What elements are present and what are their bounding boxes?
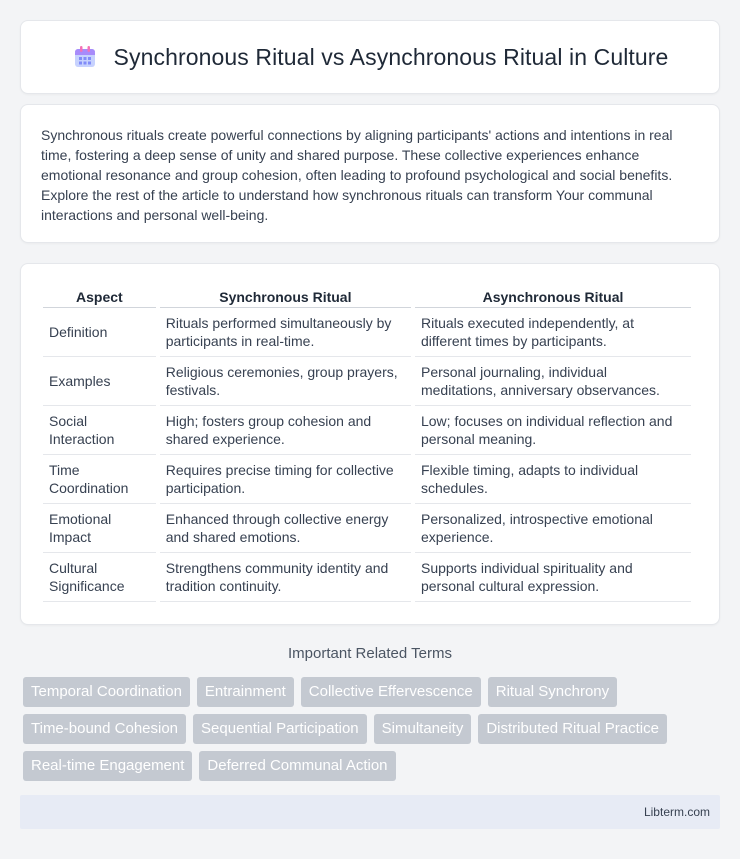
header-synchronous: Synchronous Ritual [160,286,411,308]
footer [20,795,720,829]
footer-brand-link[interactable]: Libterm.com [643,805,710,819]
row-aspect: Examples [43,357,156,406]
row-aspect: Cultural Significance [43,553,156,602]
table-row [43,553,691,602]
page-title: Synchronous Ritual vs Asynchronous Ritual in Culture [113,43,669,70]
term-tag[interactable]: Time-bound Cohesion [23,714,186,744]
row-synchronous: Rituals performed simultaneously by participants in real-time. [160,308,411,357]
table-header-row [43,286,691,308]
term-tag[interactable]: Entrainment [197,677,294,707]
row-synchronous: Strengthens community identity and tradition continuity. [160,553,411,602]
header-card [20,20,720,94]
row-asynchronous: Personalized, introspective emotional experience. [415,504,691,553]
row-asynchronous: Flexible timing, adapts to individual schedules. [415,455,691,504]
row-asynchronous: Rituals executed independently, at different times by participants. [415,308,691,357]
intro-card [20,104,720,243]
table-row [43,406,691,455]
term-tag[interactable]: Simultaneity [374,714,472,744]
comparison-table-card [20,263,720,625]
row-asynchronous: Supports individual spirituality and personal cultural expression. [415,553,691,602]
row-aspect: Emotional Impact [43,504,156,553]
header-aspect: Aspect [43,286,156,308]
related-terms-heading: Important Related Terms [288,645,452,662]
header-asynchronous: Asynchronous Ritual [415,286,691,308]
table-row [43,504,691,553]
term-tag[interactable]: Ritual Synchrony [488,677,617,707]
row-asynchronous: Low; focuses on individual reflection and personal meaning. [415,406,691,455]
comparison-table [39,286,695,602]
row-aspect: Time Coordination [43,455,156,504]
row-synchronous: Enhanced through collective energy and shared emotions. [160,504,411,553]
table-row [43,308,691,357]
row-synchronous: High; fosters group cohesion and shared experience. [160,406,411,455]
row-synchronous: Religious ceremonies, group prayers, festivals. [160,357,411,406]
term-tag[interactable]: Real-time Engagement [23,751,192,781]
table-row [43,357,691,406]
calendar-icon [72,44,98,70]
row-aspect: Definition [43,308,156,357]
row-asynchronous: Personal journaling, individual meditations, anniversary observances. [415,357,691,406]
term-tag[interactable]: Deferred Communal Action [199,751,395,781]
related-terms-list [23,677,723,781]
term-tag[interactable]: Distributed Ritual Practice [478,714,667,744]
term-tag[interactable]: Sequential Participation [193,714,367,744]
row-synchronous: Requires precise timing for collective participation. [160,455,411,504]
table-row [43,455,691,504]
term-tag[interactable]: Collective Effervescence [301,677,481,707]
intro-paragraph: Synchronous rituals create powerful connections by aligning participants' actions and intentions in real time, fostering a deep sense of unity and shared purpose. These collective experiences enhance emotional resonance and group cohesion, often leading to profound psychological and social benefits. Explore the rest of the article to understand how synchronous rituals can transform Your communal interactions and personal well-being. [41,127,673,223]
term-tag[interactable]: Temporal Coordination [23,677,190,707]
row-aspect: Social Interaction [43,406,156,455]
